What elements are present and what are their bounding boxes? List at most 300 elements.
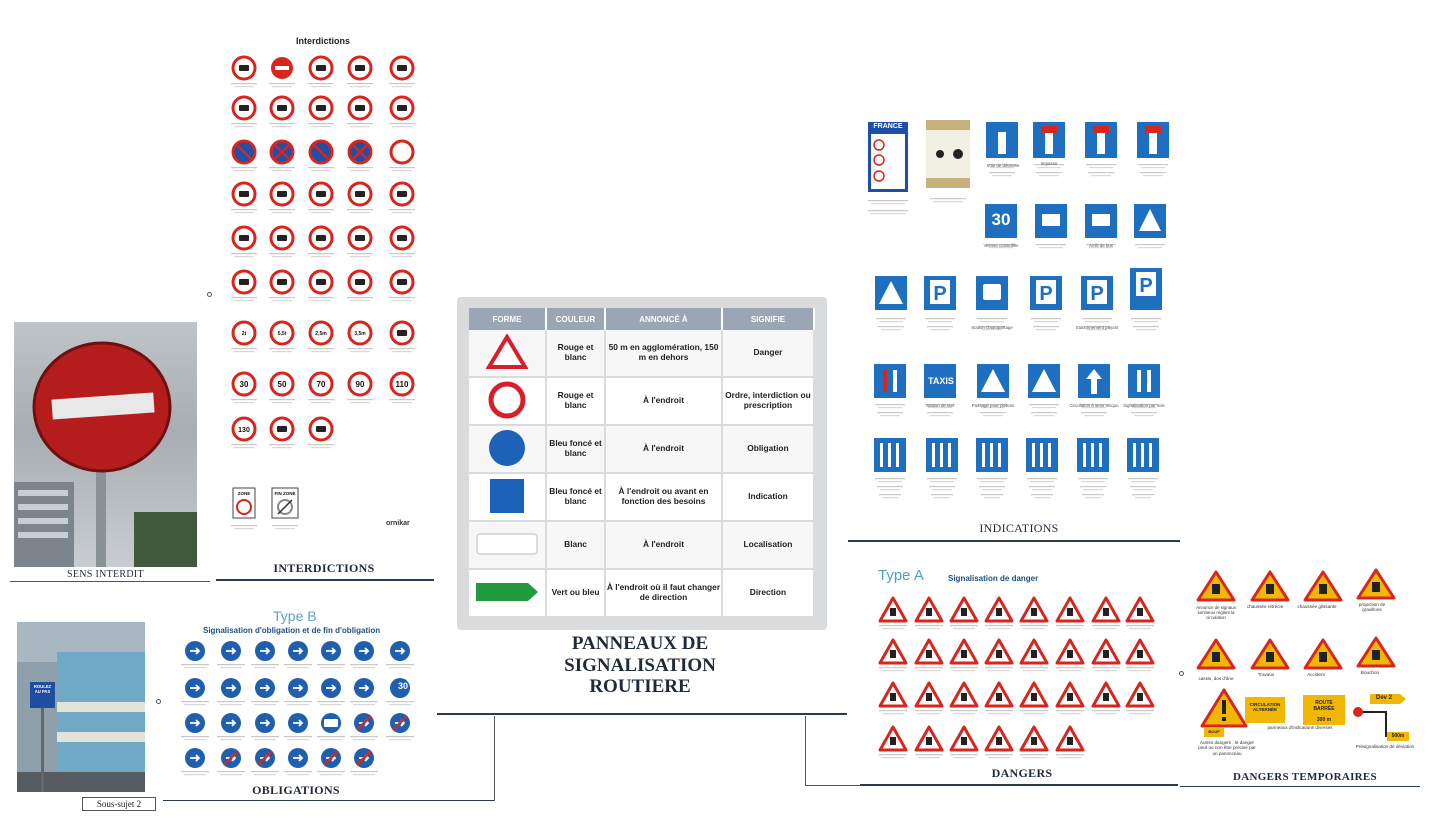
- danger-sign-icon: [880, 727, 906, 750]
- sign-caption-line: [1023, 628, 1045, 629]
- interdiction-sign-icon: [271, 418, 293, 440]
- obligations-photo-drawing: [17, 622, 145, 792]
- sign-caption-line: [269, 348, 295, 349]
- red-circle-shape-icon: [487, 380, 527, 420]
- sign-caption-line: [868, 200, 908, 201]
- main-title-rule: [437, 713, 847, 715]
- sign-caption-line: [347, 167, 373, 168]
- obligations-type: Type B: [273, 608, 317, 624]
- sign-caption-line: [1059, 670, 1081, 671]
- obligation-sign-icon: [255, 641, 275, 661]
- sign-caption-line: [272, 86, 292, 87]
- sign-caption-line: [1091, 175, 1111, 176]
- sign-caption-line: [882, 628, 904, 629]
- sign-caption-line: [880, 415, 900, 416]
- temporary-danger-sign-icon: [1252, 572, 1288, 600]
- interdiction-sign-icon: [391, 322, 413, 344]
- sign-caption-line: [1131, 481, 1155, 482]
- sign-caption-line: [876, 318, 906, 319]
- sign-caption-line: [879, 710, 907, 711]
- interdiction-sign-icon: [310, 418, 332, 440]
- voies-sign-icon: [1127, 438, 1159, 472]
- sign-caption-line: [877, 412, 903, 413]
- zone-sign-icon: [233, 488, 255, 518]
- sign-caption-line: [981, 494, 1003, 495]
- sign-caption-line: [275, 528, 295, 529]
- interdiction-sign-icon: [271, 373, 293, 395]
- sign-caption-line: [392, 300, 412, 301]
- sign-caption-line: [217, 736, 245, 737]
- shape-cell: [469, 474, 547, 522]
- sign-caption-line: [1086, 164, 1116, 165]
- obligation-sign-icon: [221, 678, 241, 698]
- sign-caption-line: [389, 123, 415, 124]
- sign-caption-line: [1029, 404, 1059, 405]
- sign-caption-line: [1095, 713, 1117, 714]
- autres-dangers-label: Autres dangers : le danger peut ou non être précisé par un panonceau: [1198, 740, 1256, 756]
- indication-label: Stationnement payant: [1075, 325, 1119, 330]
- travaux-label: Travaux: [1257, 672, 1275, 677]
- indications-diverses-label: panneaux d'indications diverses: [1267, 725, 1333, 730]
- indication-label: Passage pour piétons: [971, 403, 1015, 408]
- impasse-pietons-sign-icon: [1085, 122, 1117, 158]
- sign-caption-line: [1092, 625, 1120, 626]
- sign-caption-line: [977, 318, 1007, 319]
- obligations-rule: [163, 800, 495, 801]
- couleur-cell: Bleu foncé et blanc: [547, 426, 606, 474]
- speed-limit-text: 130: [238, 427, 250, 434]
- dangers-sign-grid: [872, 565, 1172, 760]
- sign-caption-line: [350, 212, 370, 213]
- danger-sign-icon: [880, 640, 906, 663]
- sign-caption-line: [389, 167, 415, 168]
- header-signifie: SIGNIFIE: [723, 308, 815, 330]
- sign-caption-line: [977, 478, 1007, 479]
- sign-caption-line: [989, 172, 1015, 173]
- sign-caption-line: [272, 402, 292, 403]
- sign-caption-line: [1085, 321, 1109, 322]
- interdiction-sign-icon: [349, 373, 371, 395]
- danger-sign-icon: [916, 598, 942, 621]
- sign-caption-line: [347, 83, 373, 84]
- temporaires-sign-grid: [1190, 562, 1420, 770]
- sign-caption-line: [269, 297, 295, 298]
- sign-caption-line: [350, 86, 370, 87]
- sign-caption-line: [269, 399, 295, 400]
- sign-caption-line: [269, 209, 295, 210]
- sign-caption-line: [879, 625, 907, 626]
- sign-caption-line: [350, 664, 378, 665]
- interdiction-sign-icon: [391, 227, 413, 249]
- signification-table-card: [457, 297, 827, 630]
- signifie-cell: Danger: [723, 330, 815, 378]
- sign-caption-line: [1020, 754, 1048, 755]
- interdictions-panel-title: Interdictions: [296, 36, 351, 46]
- circ-alternee-label: CIRCULATION ALTERNÉE: [1249, 702, 1281, 712]
- sign-caption-line: [985, 710, 1013, 711]
- france-label: FRANCE: [873, 123, 903, 130]
- interdiction-sign-icon: [233, 271, 255, 293]
- sign-caption-line: [1037, 167, 1061, 168]
- danger-sign-icon: [1093, 640, 1119, 663]
- weight-limit-text: 2,5m: [315, 331, 327, 337]
- sign-caption-line: [181, 701, 209, 702]
- voies-sign-icon: [976, 438, 1008, 472]
- obligation-sign-icon: [288, 641, 308, 661]
- annonce-cell: À l'endroit: [606, 378, 723, 426]
- interdiction-sign-icon: [349, 183, 371, 205]
- interdiction-sign-icon: [391, 141, 413, 163]
- sign-caption-line: [272, 300, 292, 301]
- sign-caption-line: [1130, 486, 1156, 487]
- sign-caption-line: [1135, 497, 1151, 498]
- sign-caption-line: [350, 170, 370, 171]
- sign-caption-line: [1020, 625, 1048, 626]
- sign-caption-line: [934, 497, 950, 498]
- sign-caption-line: [254, 704, 276, 705]
- sign-caption-line: [231, 83, 257, 84]
- signifie-cell: Localisation: [723, 522, 815, 570]
- sign-caption-line: [284, 771, 312, 772]
- bouf-label: BOUF: [1208, 729, 1220, 734]
- distance-300-label: 300 m: [1316, 717, 1332, 723]
- obligation-sign-icon: [185, 641, 205, 661]
- danger-sign-icon: [1021, 598, 1047, 621]
- sign-caption-line: [930, 415, 950, 416]
- interdiction-sign-icon: [349, 97, 371, 119]
- sign-caption-line: [1034, 497, 1050, 498]
- passage-pietons-sign-icon: [977, 364, 1009, 398]
- interdiction-sign-icon: [349, 141, 371, 163]
- sign-caption-line: [1088, 172, 1114, 173]
- sign-caption-line: [392, 402, 412, 403]
- sign-caption-line: [284, 701, 312, 702]
- sign-caption-line: [254, 774, 276, 775]
- sign-caption-line: [287, 704, 309, 705]
- sign-caption-line: [350, 351, 370, 352]
- weight-limit-text: 3,5m: [354, 331, 366, 337]
- sign-caption-line: [1134, 415, 1154, 416]
- temporaires-rule: [1180, 786, 1420, 787]
- parking-sign-icon: [924, 276, 956, 310]
- sign-caption-line: [1036, 329, 1056, 330]
- sign-caption-line: [234, 447, 254, 448]
- autopartage-sign-icon: [976, 276, 1008, 310]
- sign-caption-line: [308, 399, 334, 400]
- sign-caption-line: [311, 351, 331, 352]
- sign-caption-line: [980, 321, 1004, 322]
- voies-sign-icon: [926, 438, 958, 472]
- obligations-caption: OBLIGATIONS: [252, 783, 340, 797]
- sign-caption-line: [234, 256, 254, 257]
- sign-caption-line: [875, 404, 905, 405]
- sign-caption-line: [287, 739, 309, 740]
- danger-sign-icon: [986, 640, 1012, 663]
- header-annonce: ANNONCÉ À: [606, 308, 723, 330]
- sign-caption-line: [1141, 167, 1165, 168]
- sign-caption-line: [234, 528, 254, 529]
- sign-caption-line: [918, 713, 940, 714]
- sign-caption-line: [311, 86, 331, 87]
- sign-caption-line: [915, 667, 943, 668]
- sign-caption-line: [953, 757, 975, 758]
- parking-letter: P: [1090, 283, 1104, 305]
- danger-sign-icon: [986, 598, 1012, 621]
- dangers-caption: DANGERS: [991, 766, 1053, 780]
- cassis-label: cassis, dos d'âne: [1198, 676, 1234, 681]
- sign-caption-line: [1056, 754, 1084, 755]
- arret-urgence-sign-icon: [1035, 204, 1067, 238]
- sign-caption-line: [882, 670, 904, 671]
- obligation-sign-icon: [221, 748, 241, 768]
- sign-caption-line: [1030, 481, 1054, 482]
- marker-dot: [207, 292, 212, 297]
- sign-caption-line: [389, 209, 415, 210]
- speed-limit-text: 50: [277, 380, 287, 389]
- sign-caption-line: [389, 399, 415, 400]
- temporary-danger-sign-icon: [1198, 572, 1234, 600]
- sign-caption-line: [1126, 625, 1154, 626]
- obligation-sign-icon: [321, 678, 341, 698]
- sign-caption-line: [1126, 667, 1154, 668]
- sign-caption-line: [353, 774, 375, 775]
- interdiction-sign-icon: [233, 57, 255, 79]
- indication-label: Station d'autopartage: [971, 325, 1013, 330]
- sign-caption-line: [350, 736, 378, 737]
- danger-sign-icon: [951, 640, 977, 663]
- danger-sign-icon: [1021, 683, 1047, 706]
- sign-caption-line: [317, 736, 345, 737]
- danger-sign-icon: [1057, 640, 1083, 663]
- sign-caption-line: [389, 253, 415, 254]
- interdictions-rule: [216, 579, 434, 581]
- sign-caption-line: [350, 126, 370, 127]
- annonce-cell: À l'endroit: [606, 426, 723, 474]
- sign-caption-line: [1095, 670, 1117, 671]
- sign-caption-line: [1059, 628, 1081, 629]
- traversee-sign-icon: [875, 276, 907, 310]
- sign-caption-line: [284, 664, 312, 665]
- sign-caption-line: [950, 667, 978, 668]
- sign-caption-line: [1078, 478, 1108, 479]
- temporary-danger-sign-icon: [1252, 640, 1288, 668]
- sign-caption-line: [985, 754, 1013, 755]
- main-title: PANNEAUX DE SIGNALISATION ROUTIERE: [564, 633, 716, 698]
- obligations-vline: [494, 716, 495, 801]
- sign-caption-line: [1136, 329, 1156, 330]
- obligation-sign-icon: [221, 713, 241, 733]
- interdiction-sign-icon: [271, 57, 293, 79]
- sign-caption-line: [1036, 244, 1066, 245]
- temporary-danger-sign-icon: [1198, 640, 1234, 668]
- danger-sign-icon: [1093, 598, 1119, 621]
- sign-caption-line: [231, 297, 257, 298]
- obligation-sign-icon: [221, 641, 241, 661]
- interdiction-sign-icon: [271, 322, 293, 344]
- sens-interdit-photo: [14, 322, 197, 567]
- sign-caption-line: [1081, 481, 1105, 482]
- sign-caption-line: [980, 481, 1004, 482]
- sign-caption-line: [386, 736, 414, 737]
- sign-caption-line: [317, 701, 345, 702]
- sign-caption-line: [311, 300, 331, 301]
- obligation-sign-icon: [255, 713, 275, 733]
- sign-caption-line: [1082, 318, 1112, 319]
- sign-caption-line: [287, 667, 309, 668]
- temporary-danger-sign-icon: [1358, 638, 1394, 666]
- indication-label: Arrêt de bus: [1089, 243, 1113, 248]
- interdiction-sign-icon: [391, 373, 413, 395]
- annonce-cell: À l'endroit ou avant en fonction des besoins: [606, 474, 723, 522]
- sign-caption-line: [950, 754, 978, 755]
- sign-caption-line: [272, 525, 298, 526]
- indications-sign-grid: [860, 112, 1178, 520]
- sign-caption-line: [953, 713, 975, 714]
- marker-dot: [156, 699, 161, 704]
- marker-dot: [1179, 671, 1184, 676]
- parking-bus-sign-icon: [1130, 268, 1162, 310]
- speed-limit-text: 110: [395, 380, 409, 389]
- sign-caption-line: [878, 326, 904, 327]
- sign-caption-line: [272, 351, 292, 352]
- sign-caption-line: [234, 126, 254, 127]
- sign-caption-line: [927, 412, 953, 413]
- triangle-shape-icon: [486, 334, 528, 370]
- sign-caption-line: [1084, 415, 1104, 416]
- couleur-cell: Rouge et blanc: [547, 330, 606, 378]
- sign-caption-line: [1031, 412, 1057, 413]
- sign-caption-line: [1032, 407, 1056, 408]
- danger-sign-icon: [951, 598, 977, 621]
- danger-sign-icon: [916, 640, 942, 663]
- sign-caption-line: [988, 670, 1010, 671]
- sign-caption-line: [350, 771, 378, 772]
- sign-caption-line: [284, 736, 312, 737]
- obligation-sign-icon: [321, 641, 341, 661]
- priorite-sign-icon: [874, 364, 906, 398]
- sign-caption-line: [320, 739, 342, 740]
- taxi-label: TAXIS: [928, 376, 954, 386]
- green-arrow-shape-icon: [474, 579, 540, 605]
- white-rectangle-shape-icon: [475, 531, 539, 557]
- sign-caption-line: [1032, 489, 1052, 490]
- dangers-hline: [805, 785, 861, 786]
- sign-caption-line: [875, 478, 905, 479]
- sign-caption-line: [1020, 667, 1048, 668]
- sign-caption-line: [1023, 757, 1045, 758]
- table-header-row: [469, 308, 815, 330]
- interdiction-sign-icon: [233, 227, 255, 249]
- sign-caption-line: [231, 399, 257, 400]
- sign-caption-line: [931, 494, 953, 495]
- sign-caption-line: [918, 757, 940, 758]
- sign-caption-line: [1133, 489, 1153, 490]
- danger-sign-icon: [951, 727, 977, 750]
- couleur-cell: Vert ou bleu: [547, 570, 606, 618]
- signification-table: [469, 308, 815, 618]
- voie-detresse-sign-icon: [986, 122, 1018, 158]
- indication-label: Vitesse conseillée: [983, 243, 1019, 248]
- sign-caption-line: [927, 326, 953, 327]
- sign-caption-line: [231, 525, 257, 526]
- sign-caption-line: [234, 86, 254, 87]
- blue-square-shape-icon: [487, 476, 527, 516]
- header-couleur: COULEUR: [547, 308, 606, 330]
- parking-letter: P: [933, 283, 947, 305]
- speed-limit-text: 90: [355, 380, 365, 389]
- parking-letter: P: [1139, 275, 1153, 297]
- sign-caption-line: [347, 399, 373, 400]
- brand-logo: ornikar: [386, 520, 410, 527]
- fin-zone-sign-icon: [272, 488, 298, 518]
- sign-caption-line: [933, 201, 963, 202]
- table-row: [469, 426, 815, 474]
- sign-caption-line: [882, 497, 898, 498]
- obligation-sign-icon: [354, 748, 374, 768]
- voies-sign-icon: [1077, 438, 1109, 472]
- sign-caption-line: [1027, 478, 1057, 479]
- obligation-sign-icon: [185, 713, 205, 733]
- sign-caption-line: [392, 86, 412, 87]
- radar-panel-icon: [926, 120, 970, 188]
- danger-sign-icon: [986, 683, 1012, 706]
- dangers-type: Type A: [878, 567, 924, 584]
- sign-caption-line: [389, 739, 411, 740]
- speed-limit-text: 30: [239, 380, 249, 389]
- fin-zone-text: FIN ZONE: [274, 491, 296, 496]
- shape-cell: [469, 330, 547, 378]
- signifie-cell: Direction: [723, 570, 815, 618]
- danger-sign-icon: [916, 683, 942, 706]
- dist-500-label: 500m: [1391, 733, 1405, 739]
- voies-sign-icon: [874, 438, 906, 472]
- sign-caption-line: [878, 407, 902, 408]
- sign-caption-line: [231, 209, 257, 210]
- danger-sign-icon: [1057, 598, 1083, 621]
- interdiction-sign-icon: [310, 271, 332, 293]
- interdiction-sign-icon: [310, 141, 332, 163]
- sign-caption-line: [930, 481, 954, 482]
- sign-caption-line: [308, 444, 334, 445]
- sign-caption-line: [1056, 667, 1084, 668]
- sign-caption-line: [269, 83, 295, 84]
- sign-caption-line: [220, 774, 242, 775]
- couleur-cell: Blanc: [547, 522, 606, 570]
- sign-caption-line: [320, 704, 342, 705]
- shape-cell: [469, 570, 547, 618]
- sign-caption-line: [220, 704, 242, 705]
- sign-caption-line: [389, 348, 415, 349]
- sign-caption-line: [879, 754, 907, 755]
- sign-caption-line: [877, 486, 903, 487]
- france-speed-panel-icon: [868, 122, 908, 192]
- sign-caption-line: [1129, 628, 1151, 629]
- sign-caption-line: [350, 300, 370, 301]
- sign-caption-line: [251, 771, 279, 772]
- sign-caption-line: [181, 736, 209, 737]
- danger-sign-icon: [986, 727, 1012, 750]
- interdictions-caption: INTERDICTIONS: [273, 561, 375, 575]
- sign-caption-line: [392, 351, 412, 352]
- sign-caption-line: [308, 209, 334, 210]
- obligation-sign-icon: [255, 678, 275, 698]
- sign-caption-line: [389, 297, 415, 298]
- sign-caption-line: [879, 321, 903, 322]
- danger-sign-icon: [880, 683, 906, 706]
- obligation-sign-icon: [288, 678, 308, 698]
- sign-caption-line: [950, 710, 978, 711]
- sign-caption-line: [220, 667, 242, 668]
